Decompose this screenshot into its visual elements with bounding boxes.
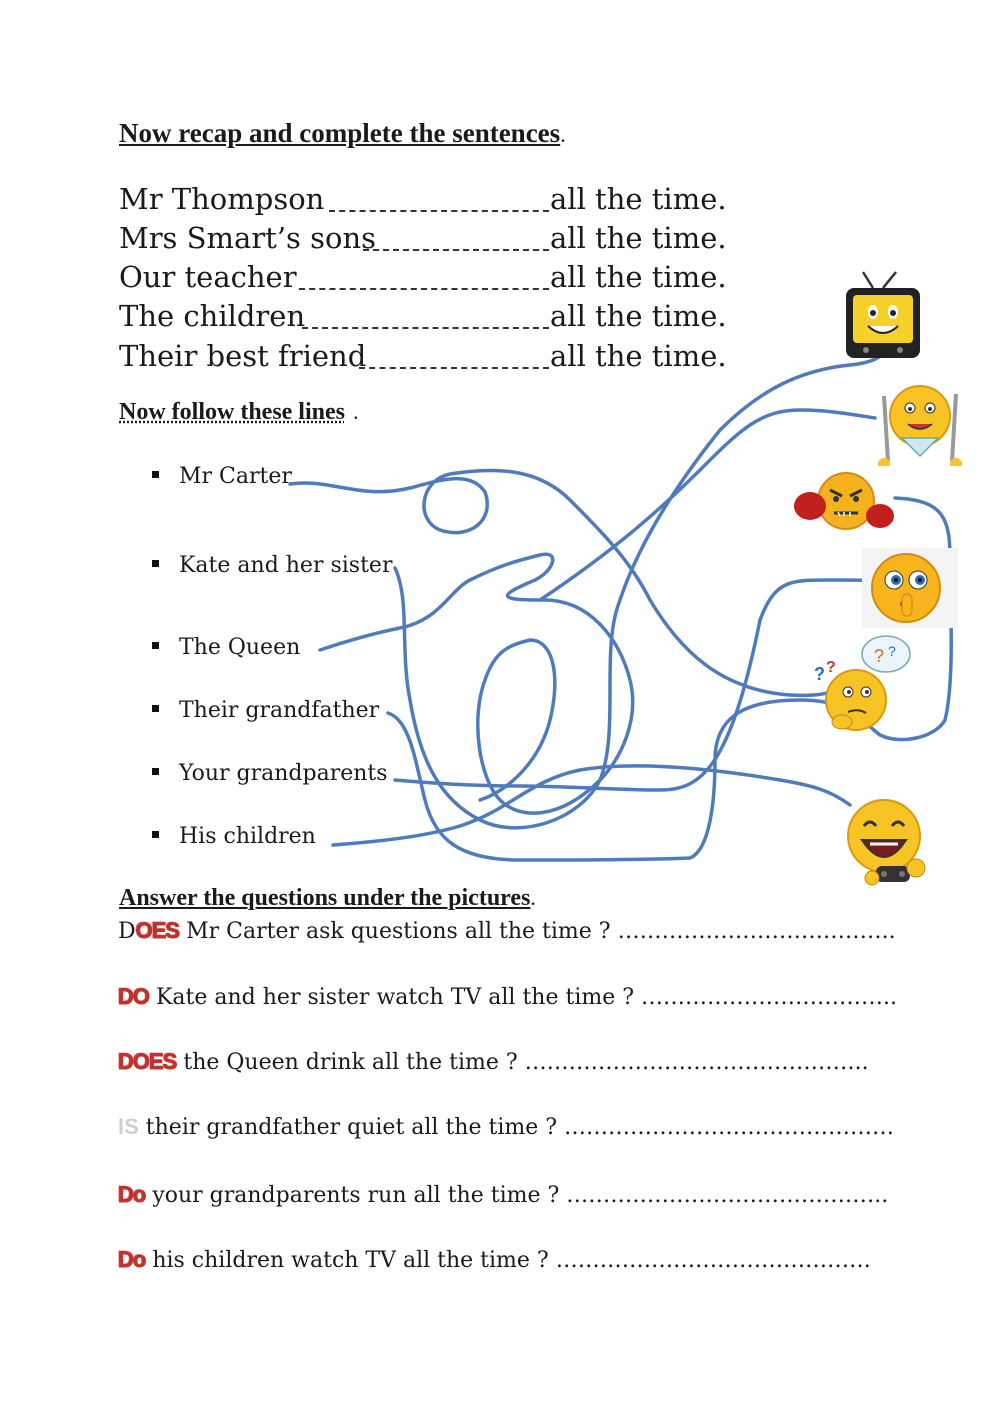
list-item [152, 553, 392, 578]
question-verb-mark: DOES [118, 1049, 177, 1074]
person-label: His children [179, 824, 316, 849]
list-item [152, 464, 292, 489]
svg-text:?: ? [888, 643, 896, 659]
question-verb-mark: OES [135, 918, 180, 943]
question-row [118, 1182, 888, 1208]
question-row [118, 1247, 871, 1273]
question-row [118, 984, 897, 1010]
bullet-icon [152, 768, 159, 775]
sentence-ending: all the time. [550, 299, 727, 333]
answers-heading: Answer the questions under the pictures [119, 885, 531, 911]
bullet-icon [152, 831, 159, 838]
person-label: Mr Carter [179, 464, 292, 489]
bullet-icon [152, 642, 159, 649]
sentence-subject: Mrs Smart’s sons [119, 221, 377, 255]
person-label: Your grandparents [179, 761, 388, 786]
answers-heading-wrap [119, 885, 536, 912]
list-item [152, 698, 379, 723]
bullet-icon [152, 705, 159, 712]
sentence-ending: all the time. [550, 182, 727, 216]
sentence-subject: Mr Thompson [119, 182, 325, 216]
svg-text:?: ? [814, 664, 825, 684]
playing-games-emoji-icon [842, 796, 932, 888]
question-text: Mr Carter ask questions all the time ? ……………………………….. [179, 919, 896, 944]
bullet-icon [152, 560, 159, 567]
person-label: Their grandfather [179, 698, 380, 723]
question-text: your grandparents run all the time ? …………………………………….. [145, 1183, 889, 1208]
svg-text:?: ? [874, 646, 885, 666]
sentence-subject: Their best friend [119, 339, 367, 373]
recap-heading: Now recap and complete the sentences [119, 118, 561, 148]
sentence-ending: all the time. [550, 260, 727, 294]
bullet-icon [152, 471, 159, 478]
eating-emoji-icon [872, 376, 968, 466]
question-row [118, 918, 896, 944]
sentence-subject: Our teacher [119, 260, 297, 294]
question-row [118, 1049, 869, 1075]
sentence-ending: all the time. [550, 339, 727, 373]
question-verb-mark: Do [118, 1182, 146, 1207]
question-prefix-plain: D [118, 919, 136, 944]
person-label: Kate and her sister [179, 553, 393, 578]
question-verb-mark: Do [118, 1247, 146, 1272]
thinking-emoji-icon [808, 634, 918, 734]
sentence-ending: all the time. [550, 221, 727, 255]
question-text: the Queen drink all the time ? ……………………………………….. [176, 1050, 869, 1075]
recap-heading-tail: . [560, 122, 566, 147]
list-item [152, 761, 388, 786]
list-item [152, 824, 316, 849]
follow-heading: Now follow these lines [119, 399, 345, 425]
svg-text:?: ? [826, 659, 836, 676]
question-verb-mark: DO [118, 984, 149, 1009]
question-verb-mark: IS [118, 1114, 139, 1139]
question-row [118, 1114, 894, 1140]
boxing-emoji-icon [794, 468, 896, 534]
quiet-emoji-icon [862, 548, 958, 628]
maze-line [395, 350, 885, 828]
follow-heading-tail: . [352, 399, 359, 424]
question-text: their grandfather quiet all the time ? ……………………………………… [138, 1115, 895, 1140]
sentence-subject: The children [119, 299, 306, 333]
answers-heading-tail: . [530, 885, 536, 910]
list-item [152, 635, 300, 660]
tv-icon [838, 268, 928, 368]
maze-line [395, 580, 875, 790]
maze-line [333, 766, 850, 845]
person-label: The Queen [179, 635, 301, 660]
question-text: Kate and her sister watch TV all the time ? …………………………….. [149, 985, 897, 1010]
question-text: his children watch TV all the time ? ……………………………………. [145, 1248, 871, 1273]
